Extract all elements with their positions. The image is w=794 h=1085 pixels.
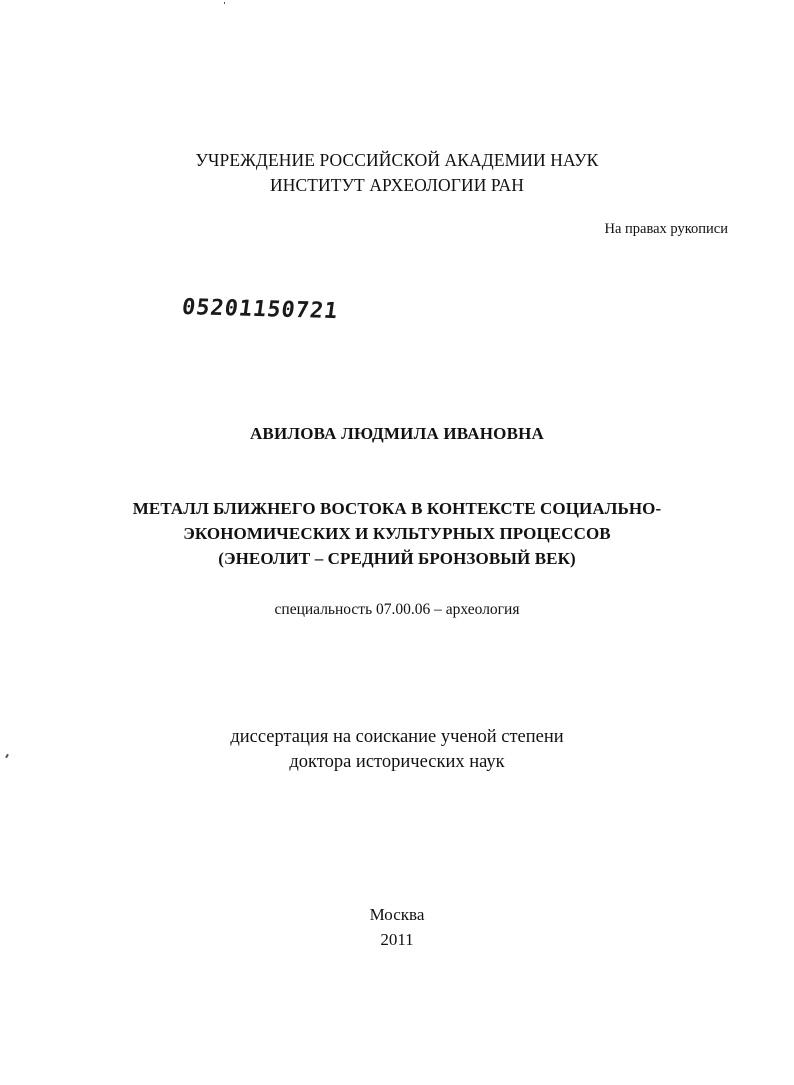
manuscript-rights-note: На правах рукописи <box>604 221 728 237</box>
author-name: АВИЛОВА ЛЮДМИЛА ИВАНОВНА <box>249 424 545 443</box>
degree-line-1: диссертация на соискание ученой степени <box>230 727 564 747</box>
title-line-1: МЕТАЛЛ БЛИЖНЕГО ВОСТОКА В КОНТЕКСТЕ СОЦИАЛЬНО- <box>132 499 662 518</box>
degree-line-2: доктора исторических наук <box>289 752 505 772</box>
archive-stamp-number: 05201150721 <box>180 295 340 325</box>
title-line-3: (ЭНЕОЛИТ – СРЕДНИЙ БРОНЗОВЫЙ ВЕК) <box>218 549 576 568</box>
institution-name: УЧРЕЖДЕНИЕ РОССИЙСКОЙ АКАДЕМИИ НАУК <box>195 150 599 170</box>
city: Москва <box>369 905 425 924</box>
specialty-line: специальность 07.00.06 – археология <box>274 601 520 618</box>
institute-name: ИНСТИТУТ АРХЕОЛОГИИ РАН <box>270 175 524 195</box>
year: 2011 <box>380 930 414 949</box>
title-line-2: ЭКОНОМИЧЕСКИХ И КУЛЬТУРНЫХ ПРОЦЕССОВ <box>183 524 611 543</box>
scan-speck <box>224 2 225 4</box>
